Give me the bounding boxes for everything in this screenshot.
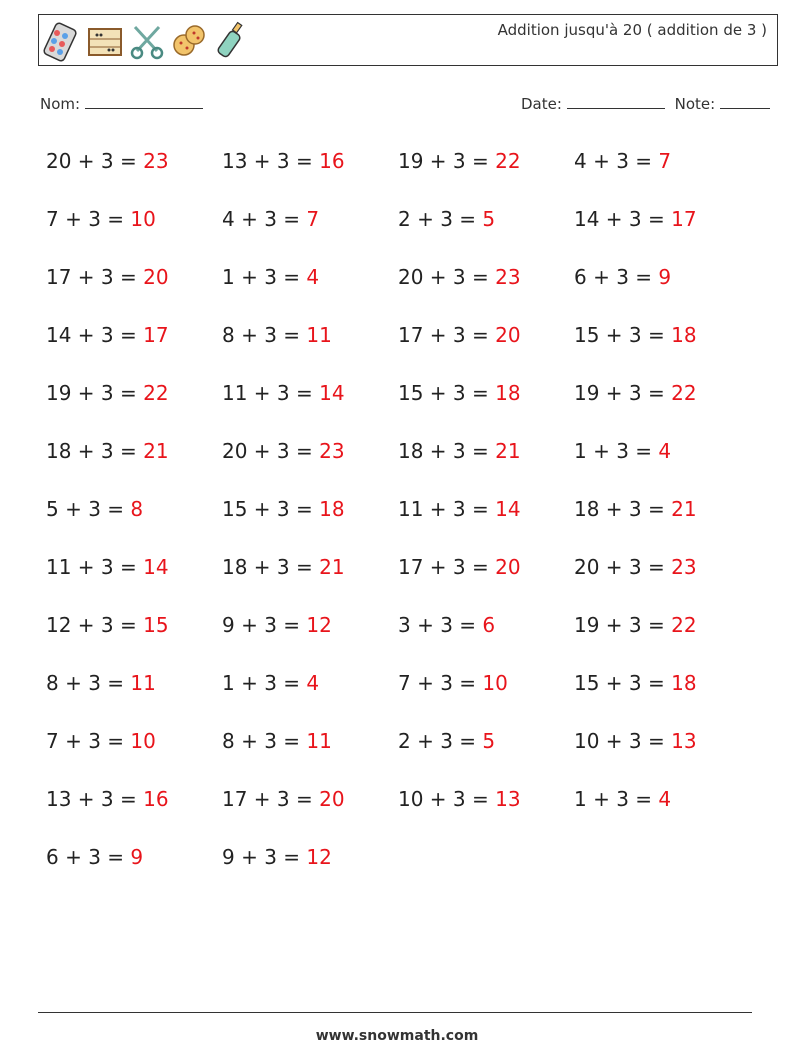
problem-question: 9 + 3 = [222,613,307,637]
problem-question: 20 + 3 = [222,439,320,463]
problem-item [398,372,574,430]
problem-question: 17 + 3 = [398,555,496,579]
problem-item [574,372,750,430]
problem-question: 20 + 3 = [398,265,496,289]
problem-item [46,488,222,546]
problem-item [46,604,222,662]
problem-question: 6 + 3 = [46,845,131,869]
problem-answer: 21 [495,439,521,463]
problem-item [574,488,750,546]
problem-question: 19 + 3 = [574,381,672,405]
problem-answer: 10 [130,207,156,231]
problem-question: 10 + 3 = [398,787,496,811]
problem-item [398,720,574,778]
problem-answer: 16 [143,787,169,811]
date-note-fields [521,94,770,113]
problem-item [46,372,222,430]
problem-question: 18 + 3 = [46,439,144,463]
problem-question: 6 + 3 = [574,265,659,289]
worksheet-header [38,14,778,66]
problem-item [398,198,574,256]
worksheet-title: Addition jusqu'à 20 ( addition de 3 ) [497,21,767,39]
problem-question: 5 + 3 = [46,497,131,521]
problem-answer: 20 [495,323,521,347]
problem-answer: 12 [306,845,332,869]
problem-item [574,604,750,662]
problem-question: 11 + 3 = [46,555,144,579]
problem-question: 11 + 3 = [398,497,496,521]
pill-blister-icon [43,19,83,63]
date-field [521,94,665,113]
problem-answer: 21 [143,439,169,463]
problem-answer: 20 [495,555,521,579]
problem-item [398,546,574,604]
problem-question: 20 + 3 = [46,149,144,173]
problem-question: 1 + 3 = [574,787,659,811]
problem-answer: 10 [482,671,508,695]
problem-question: 19 + 3 = [398,149,496,173]
problem-answer: 23 [143,149,169,173]
note-field [675,94,770,113]
problem-answer: 12 [306,613,332,637]
problem-item [574,140,750,198]
footer-site: www.snowmath.com [315,1028,479,1044]
problem-question: 7 + 3 = [398,671,483,695]
cookies-icon [169,19,209,63]
problem-answer: 4 [658,787,672,811]
problem-answer: 22 [671,381,697,405]
problem-item [222,198,398,256]
problem-question: 15 + 3 = [574,323,672,347]
problem-item [574,314,750,372]
problem-item [398,430,574,488]
problem-item [46,256,222,314]
problem-answer: 22 [143,381,169,405]
problem-question: 13 + 3 = [46,787,144,811]
problem-answer: 10 [130,729,156,753]
problem-item [46,720,222,778]
note-blank [720,94,770,109]
problem-answer: 21 [319,555,345,579]
problem-answer: 8 [130,497,144,521]
problem-question: 17 + 3 = [46,265,144,289]
problem-item [222,836,398,894]
problem-question: 15 + 3 = [574,671,672,695]
problem-item [222,778,398,836]
problem-answer: 7 [306,207,320,231]
problem-question: 18 + 3 = [222,555,320,579]
problem-answer: 11 [130,671,156,695]
problem-item [222,720,398,778]
name-label: Nom: [40,95,81,113]
problem-answer: 20 [319,787,345,811]
problem-question: 4 + 3 = [222,207,307,231]
problem-answer: 22 [671,613,697,637]
problem-question: 1 + 3 = [574,439,659,463]
problem-question: 8 + 3 = [46,671,131,695]
problem-question: 9 + 3 = [222,845,307,869]
problem-answer: 18 [319,497,345,521]
problem-answer: 4 [658,439,672,463]
problem-item [222,314,398,372]
problem-item [222,140,398,198]
problem-answer: 23 [319,439,345,463]
problem-question: 3 + 3 = [398,613,483,637]
scissors-icon [127,19,167,63]
problem-item [46,836,222,894]
problem-item [46,430,222,488]
problem-answer: 14 [319,381,345,405]
problem-item [574,198,750,256]
footer-divider [38,1012,752,1013]
problem-item [574,778,750,836]
problem-item [222,604,398,662]
name-blank [85,94,203,109]
problem-question: 20 + 3 = [574,555,672,579]
problem-answer: 13 [671,729,697,753]
problem-item [222,662,398,720]
problem-item [222,488,398,546]
problem-question: 11 + 3 = [222,381,320,405]
problem-item [574,720,750,778]
problem-question: 12 + 3 = [46,613,144,637]
problem-answer: 5 [482,729,496,753]
problem-answer: 14 [495,497,521,521]
problem-answer: 17 [671,207,697,231]
problem-item [46,198,222,256]
problem-item [46,546,222,604]
problem-answer: 11 [306,323,332,347]
problem-grid [46,140,756,894]
problem-item [222,546,398,604]
problem-question: 7 + 3 = [46,729,131,753]
problem-answer: 4 [306,265,320,289]
glue-bottle-icon [211,19,251,63]
problem-question: 15 + 3 = [398,381,496,405]
problem-question: 7 + 3 = [46,207,131,231]
problem-item [574,430,750,488]
problem-item [398,314,574,372]
problem-item [46,662,222,720]
problem-answer: 7 [658,149,672,173]
problem-item [398,662,574,720]
problem-item [222,372,398,430]
problem-item [398,604,574,662]
problem-question: 15 + 3 = [222,497,320,521]
note-label: Note: [674,95,716,113]
problem-answer: 13 [495,787,521,811]
problem-question: 2 + 3 = [398,207,483,231]
problem-item [398,140,574,198]
problem-answer: 23 [671,555,697,579]
problem-item [574,256,750,314]
problem-question: 17 + 3 = [398,323,496,347]
problem-answer: 22 [495,149,521,173]
problem-question: 18 + 3 = [574,497,672,521]
problem-answer: 14 [143,555,169,579]
problem-answer: 15 [143,613,169,637]
problem-answer: 17 [143,323,169,347]
problem-item [574,662,750,720]
abacus-icon [85,19,125,63]
problem-question: 8 + 3 = [222,729,307,753]
problem-item [222,430,398,488]
problem-answer: 6 [482,613,496,637]
problem-answer: 21 [671,497,697,521]
problem-item [574,546,750,604]
problem-question: 19 + 3 = [574,613,672,637]
problem-question: 14 + 3 = [574,207,672,231]
problem-answer: 18 [495,381,521,405]
problem-question: 19 + 3 = [46,381,144,405]
date-blank [567,94,665,109]
problem-item [46,140,222,198]
problem-answer: 18 [671,323,697,347]
problem-item [46,778,222,836]
problem-question: 2 + 3 = [398,729,483,753]
problem-answer: 18 [671,671,697,695]
date-label: Date: [520,95,562,113]
problem-question: 1 + 3 = [222,265,307,289]
problem-question: 18 + 3 = [398,439,496,463]
problem-answer: 23 [495,265,521,289]
problem-question: 1 + 3 = [222,671,307,695]
problem-question: 13 + 3 = [222,149,320,173]
problem-item [398,256,574,314]
problem-question: 10 + 3 = [574,729,672,753]
problem-item [46,314,222,372]
problem-item [398,488,574,546]
problem-question: 17 + 3 = [222,787,320,811]
header-icons [43,19,251,63]
problem-item [398,778,574,836]
name-field [40,94,203,113]
problem-answer: 9 [658,265,672,289]
problem-question: 14 + 3 = [46,323,144,347]
problem-answer: 11 [306,729,332,753]
problem-answer: 5 [482,207,496,231]
problem-question: 4 + 3 = [574,149,659,173]
problem-item [222,256,398,314]
problem-answer: 20 [143,265,169,289]
problem-answer: 9 [130,845,144,869]
problem-answer: 4 [306,671,320,695]
problem-question: 8 + 3 = [222,323,307,347]
problem-answer: 16 [319,149,345,173]
